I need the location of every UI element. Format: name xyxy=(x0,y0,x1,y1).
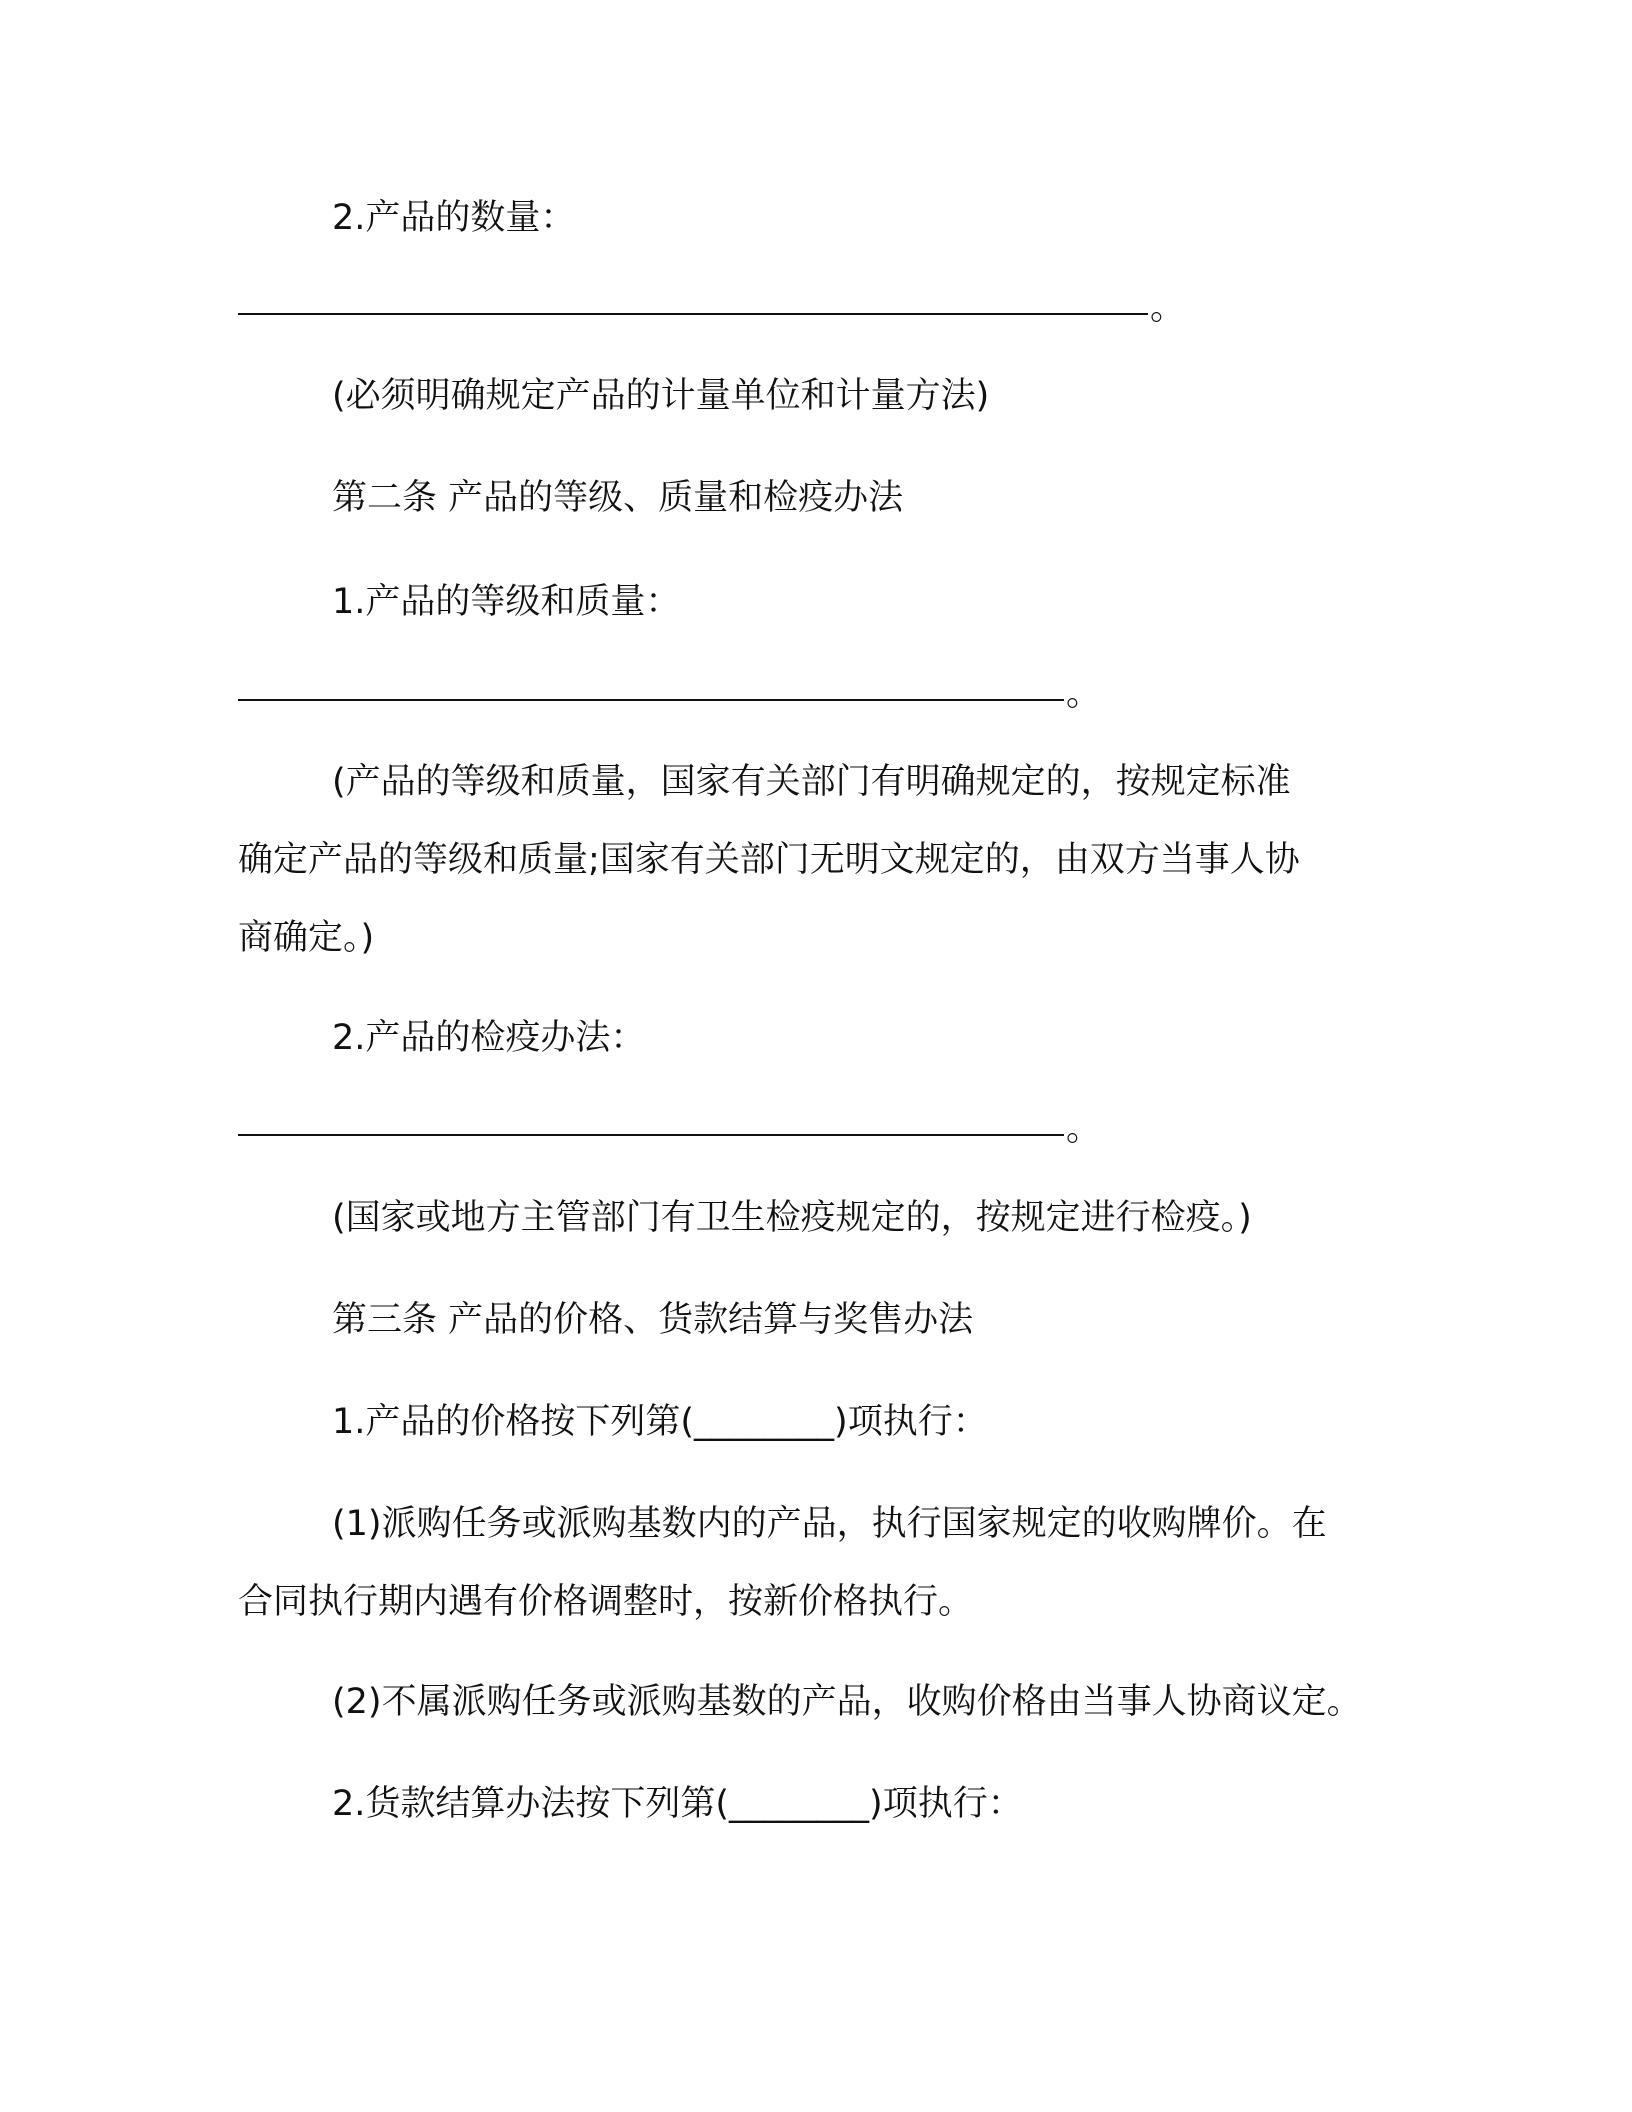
grade-quality-heading: 1.产品的等级和质量： xyxy=(332,582,681,622)
quarantine-blank-line xyxy=(238,1134,1064,1136)
article-two-heading: 第二条 产品的等级、质量和检疫办法 xyxy=(332,478,904,518)
price-heading: 1.产品的价格按下列第(________)项执行： xyxy=(332,1402,988,1442)
quarantine-heading: 2.产品的检疫办法： xyxy=(332,1018,646,1058)
grade-quality-blank-line xyxy=(238,699,1064,701)
grade-quality-note-line-1: (产品的等级和质量，国家有关部门有明确规定的，按规定标准 xyxy=(332,762,1291,802)
quantity-note: (必须明确规定产品的计量单位和计量方法) xyxy=(332,376,990,416)
grade-quality-note-line-2: 确定产品的等级和质量;国家有关部门无明文规定的，由双方当事人协 xyxy=(238,840,1300,880)
grade-quality-note-line-3: 商确定。) xyxy=(238,918,375,958)
quantity-heading: 2.产品的数量： xyxy=(332,198,576,238)
quarantine-blank-period: 。 xyxy=(1066,1109,1102,1149)
quantity-blank-line xyxy=(238,313,1148,315)
price-item-2: (2)不属派购任务或派购基数的产品，收购价格由当事人协商议定。 xyxy=(332,1682,1362,1722)
payment-heading: 2.货款结算办法按下列第(________)项执行： xyxy=(332,1784,1023,1824)
quarantine-note: (国家或地方主管部门有卫生检疫规定的，按规定进行检疫。) xyxy=(332,1198,1252,1238)
grade-quality-blank-period: 。 xyxy=(1066,674,1102,714)
article-three-heading: 第三条 产品的价格、货款结算与奖售办法 xyxy=(332,1300,974,1340)
quantity-blank-period: 。 xyxy=(1150,288,1186,328)
price-item-1-line-1: (1)派购任务或派购基数内的产品，执行国家规定的收购牌价。在 xyxy=(332,1504,1327,1544)
price-item-1-line-2: 合同执行期内遇有价格调整时，按新价格执行。 xyxy=(238,1582,974,1622)
